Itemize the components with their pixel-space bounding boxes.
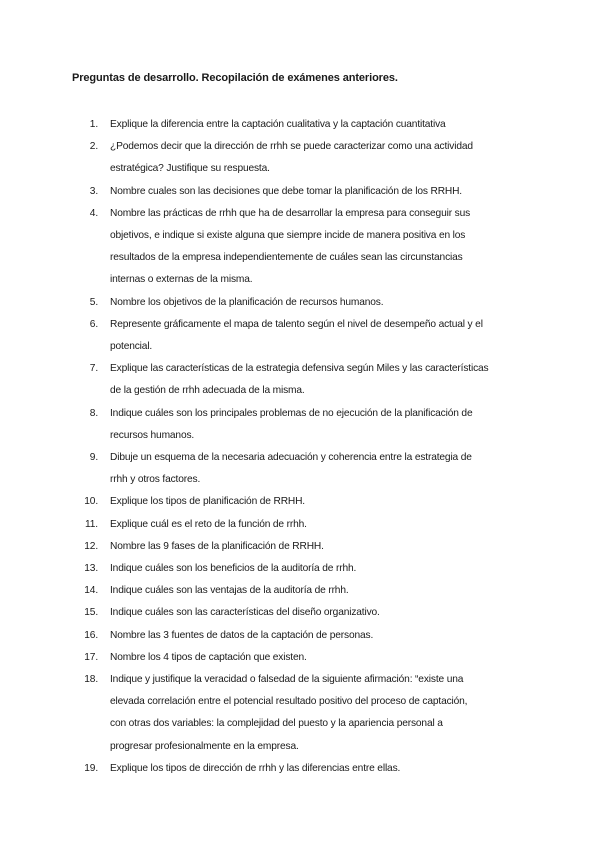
question-text-line: recursos humanos. [110,429,195,441]
question-text-line: estratégica? Justifique su respuesta. [110,163,270,175]
question-text-line: Indique cuáles son las ventajas de la auditoría de rrhh. [110,585,349,597]
question-text-line: de la gestión de rrhh adecuada de la misma. [110,385,305,397]
document-title: Preguntas de desarrollo. Recopilación de exámenes anteriores. [72,72,398,84]
question-text-line: Explique las características de la estrategia defensiva según Miles y las características [110,363,489,375]
question-text-line: rrhh y otros factores. [110,474,201,486]
question-item [72,580,532,602]
question-text-line: Indique cuáles son los principales problemas de no ejecución de la planificación de [110,407,473,419]
question-item [72,558,532,580]
question-text-line: elevada correlación entre el potencial resultado positivo del proceso de captación, [110,696,468,708]
question-item [72,447,532,491]
question-item [72,536,532,558]
question-number: 16. [84,629,98,641]
question-number: 1. [89,119,98,130]
question-item [72,292,532,314]
question-text-line: Explique cuál es el reto de la función de rrhh. [110,518,307,530]
question-number: 3. [89,185,98,197]
question-text-line: internas o externas de la misma. [110,274,253,286]
question-number: 6. [89,318,98,330]
question-number: 17. [84,651,98,663]
question-text-line: progresar profesionalmente en la empresa. [110,740,299,752]
question-list [72,114,532,780]
question-text-line: Indique cuáles son las características del diseño organizativo. [110,607,380,619]
question-text-line: objetivos, e indique si existe alguna que siempre incide de manera positiva en los [110,230,466,242]
question-item [72,114,532,136]
question-item [72,314,532,358]
question-number: 10. [84,496,98,508]
question-number: 8. [89,407,98,419]
question-item [72,602,532,624]
question-number: 9. [89,452,98,464]
question-item [72,136,532,180]
question-number: 2. [89,141,98,153]
question-item [72,647,532,669]
question-text-line: Explique los tipos de planificación de RRHH. [110,496,305,508]
question-text-line: ¿Podemos decir que la dirección de rrhh se puede caracterizar como una actividad [110,141,473,153]
question-text-line: Nombre cuales son las decisiones que debe tomar la planificación de los RRHH. [110,185,462,197]
question-text-line: Indique cuáles son los beneficios de la auditoría de rrhh. [110,563,357,575]
question-text-line: potencial. [110,341,153,353]
question-text-line: Nombre los objetivos de la planificación de recursos humanos. [110,296,384,308]
question-text-line: Represente gráficamente el mapa de talento según el nivel de desempeño actual y el [110,318,483,330]
question-text-line: Indique y justifique la veracidad o falsedad de la siguiente afirmación: “existe una [110,674,464,686]
question-number: 12. [84,540,98,552]
question-text-line: resultados de la empresa independientemente de cuáles sean las circunstancias [110,252,463,264]
question-item [72,181,532,203]
question-text-line: Dibuje un esquema de la necesaria adecuación y coherencia entre la estrategia de [110,452,472,464]
question-number: 14. [84,585,98,597]
question-text-line: con otras dos variables: la complejidad del puesto y la apariencia personal a [110,718,443,730]
question-text-line: Nombre las 3 fuentes de datos de la captación de personas. [110,629,374,641]
question-number: 5. [89,296,98,308]
question-item [72,203,532,292]
question-text-line: Nombre las prácticas de rrhh que ha de desarrollar la empresa para conseguir sus [110,207,471,219]
question-number: 11. [85,518,98,530]
question-text-line: Nombre los 4 tipos de captación que existen. [110,651,307,663]
question-item [72,514,532,536]
question-number: 19. [84,762,98,774]
question-item [72,758,532,780]
question-number: 7. [89,363,98,375]
question-item [72,625,532,647]
question-text-line: Explique la diferencia entre la captación cualitativa y la captación cuantitativa [110,119,446,130]
question-number: 13. [84,563,98,575]
question-item [72,358,532,402]
question-text-line: Nombre las 9 fases de la planificación de RRHH. [110,540,324,552]
question-item [72,403,532,447]
question-text-line: Explique los tipos de dirección de rrhh y las diferencias entre ellas. [110,762,401,774]
question-number: 18. [84,674,98,686]
question-item [72,491,532,513]
question-number: 4. [89,207,98,219]
question-item [72,669,532,758]
question-number: 15. [84,607,98,619]
